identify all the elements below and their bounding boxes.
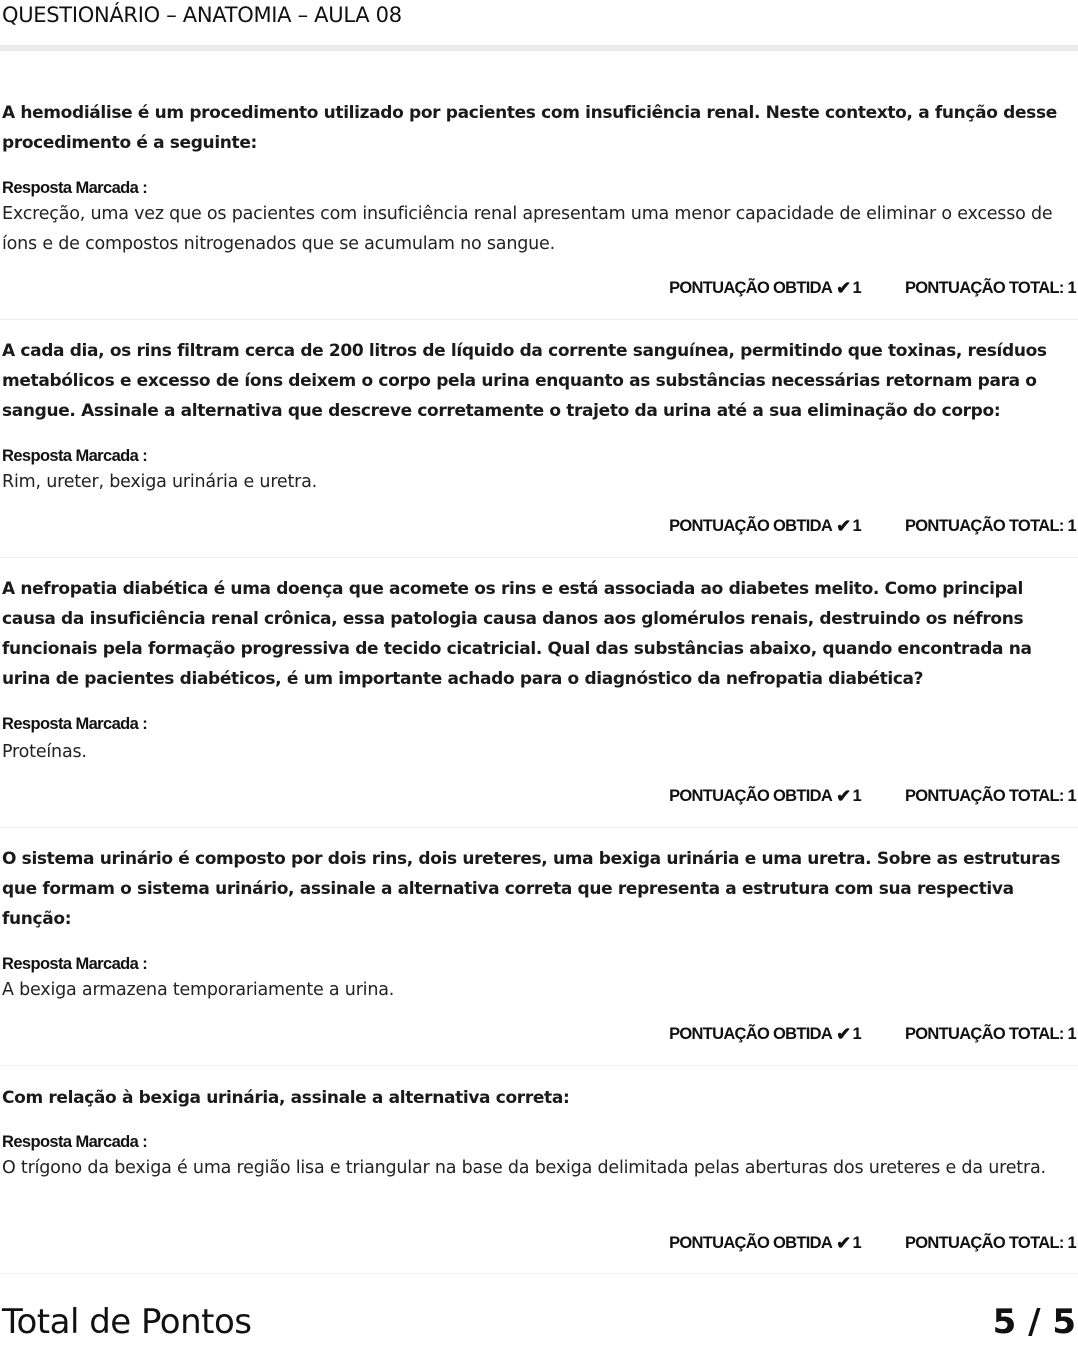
score-row — [669, 1232, 1076, 1254]
score-total-label: PONTUAÇÃO TOTAL: — [904, 517, 1064, 535]
score-obtained — [669, 1232, 861, 1254]
total-points-label: Total de Pontos — [2, 1302, 252, 1342]
answer-label: Resposta Marcada : — [2, 955, 148, 973]
page-title: QUESTIONÁRIO – ANATOMIA – AULA 08 — [2, 3, 402, 27]
score-total-value: 1 — [1067, 787, 1076, 805]
total-points-value: 5 / 5 — [992, 1302, 1076, 1342]
score-obtained-value: 1 — [852, 787, 861, 805]
check-icon: ✔ — [836, 1233, 851, 1253]
score-obtained-label: PONTUAÇÃO OBTIDA — [669, 279, 833, 297]
score-obtained-label: PONTUAÇÃO OBTIDA — [669, 787, 833, 805]
score-total-label: PONTUAÇÃO TOTAL: — [904, 1025, 1064, 1043]
score-obtained-label: PONTUAÇÃO OBTIDA — [669, 517, 833, 535]
score-total — [905, 277, 1076, 299]
check-icon: ✔ — [836, 1024, 851, 1044]
check-icon: ✔ — [836, 516, 851, 536]
question-divider — [0, 1273, 1078, 1274]
score-obtained — [669, 785, 861, 807]
score-total-value: 1 — [1067, 279, 1076, 297]
question-divider — [0, 557, 1078, 558]
question-text: Com relação à bexiga urinária, assinale a alternativa correta: — [2, 1088, 570, 1108]
score-total — [905, 1023, 1076, 1045]
score-obtained-value: 1 — [852, 279, 861, 297]
answer-text: Rim, ureter, bexiga urinária e uretra. — [2, 472, 318, 492]
answer-label: Resposta Marcada : — [2, 179, 148, 197]
check-icon: ✔ — [836, 278, 851, 298]
score-obtained — [669, 277, 861, 299]
question-divider — [0, 319, 1078, 320]
check-icon: ✔ — [836, 786, 851, 806]
question-divider — [0, 827, 1078, 828]
answer-label: Resposta Marcada : — [2, 1133, 148, 1151]
score-row — [669, 277, 1076, 299]
question-text: A hemodiálise é um procedimento utilizado por pacientes com insuficiência renal. Neste contexto, a função desse procedimento é a seguinte: — [2, 103, 1057, 153]
score-total-value: 1 — [1067, 1234, 1076, 1252]
answer-text: A bexiga armazena temporariamente a urina. — [2, 980, 395, 1000]
score-total-value: 1 — [1067, 517, 1076, 535]
score-row — [669, 1023, 1076, 1045]
question-text: O sistema urinário é composto por dois rins, dois ureteres, uma bexiga urinária e uma uretra. Sobre as estruturas que formam o sistema urinário, assinale a alternativa correta que representa a estrutura com sua respectiva função: — [2, 849, 1061, 929]
score-total — [905, 785, 1076, 807]
answer-text: Proteínas. — [2, 742, 87, 762]
score-obtained-label: PONTUAÇÃO OBTIDA — [669, 1025, 833, 1043]
answer-text: O trígono da bexiga é uma região lisa e triangular na base da bexiga delimitada pelas aberturas dos ureteres e da uretra. — [2, 1158, 1046, 1178]
score-total-label: PONTUAÇÃO TOTAL: — [904, 787, 1064, 805]
question-divider — [0, 1065, 1078, 1066]
score-row — [669, 785, 1076, 807]
score-total — [905, 1232, 1076, 1254]
score-obtained-label: PONTUAÇÃO OBTIDA — [669, 1234, 833, 1252]
title-divider — [0, 45, 1078, 51]
score-total-label: PONTUAÇÃO TOTAL: — [904, 1234, 1064, 1252]
score-obtained-value: 1 — [852, 517, 861, 535]
question-text: A nefropatia diabética é uma doença que acomete os rins e está associada ao diabetes melito. Como principal causa da insuficiência renal crônica, essa patologia causa danos aos glomérulos renais, destruindo os néfrons funcionais pela formação progressiva de tecido cicatricial. Qual das substâncias abaixo, quando encontrada na urina de pacientes diabéticos, é um importante achado para o diagnóstico da nefropatia diabética? — [2, 579, 1032, 689]
score-obtained — [669, 1023, 861, 1045]
score-obtained-value: 1 — [852, 1025, 861, 1043]
score-obtained — [669, 515, 861, 537]
score-obtained-value: 1 — [852, 1234, 861, 1252]
score-total-value: 1 — [1067, 1025, 1076, 1043]
answer-label: Resposta Marcada : — [2, 447, 148, 465]
score-total-label: PONTUAÇÃO TOTAL: — [904, 279, 1064, 297]
question-text: A cada dia, os rins filtram cerca de 200 litros de líquido da corrente sanguínea, permitindo que toxinas, resíduos metabólicos e excesso de íons deixem o corpo pela urina enquanto as substâncias necessárias retornam para o sangue. Assinale a alternativa que descreve corretamente o trajeto da urina até a sua eliminação do corpo: — [2, 341, 1047, 421]
answer-text: Excreção, uma vez que os pacientes com insuficiência renal apresentam uma menor capacidade de eliminar o excesso de íons e de compostos nitrogenados que se acumulam no sangue. — [2, 204, 1053, 254]
score-total — [905, 515, 1076, 537]
answer-label: Resposta Marcada : — [2, 715, 148, 733]
score-row — [669, 515, 1076, 537]
